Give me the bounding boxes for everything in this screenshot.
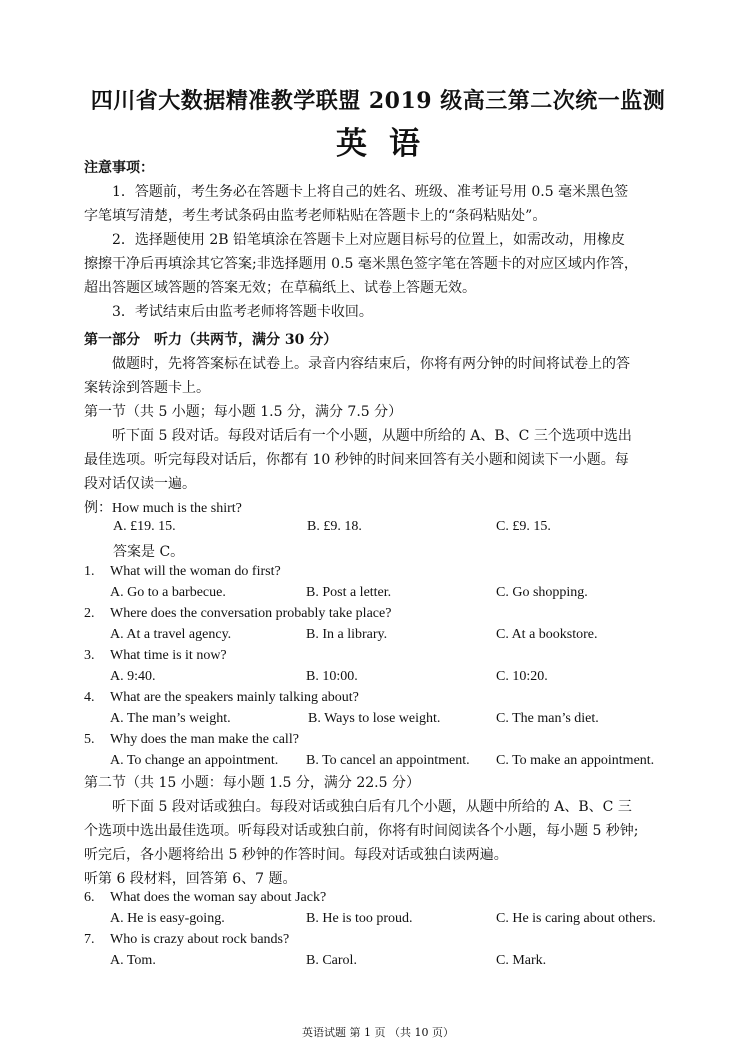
question-1 [84, 564, 684, 580]
example-question [84, 497, 684, 517]
option-b: B. Post a letter. [306, 585, 392, 600]
option-a: A. 9:40. [110, 669, 156, 684]
subject-title: 英语 [336, 126, 442, 162]
option-a: A. At a travel agency. [110, 627, 232, 642]
notes-section [84, 156, 674, 324]
part1-intro-line-1: 做题时，先将答案标在试卷上。录音内容结束后，你将有两分钟的时间将试卷上的答 [112, 356, 630, 372]
question-number: 2. [84, 606, 95, 621]
example-option-a: A. £19. 15. [113, 519, 176, 534]
question-number: 7. [84, 932, 95, 947]
section2-intro-line-2: 个选项中选出最佳选项。听每段对话或独白前，你将有时间阅读各个小题，每小题 5 秒钟; [84, 823, 639, 839]
page-footer: 英语试题 第 1 页 （共 10 页） [302, 1026, 454, 1039]
question-3 [84, 648, 684, 664]
note-1-line-1: 1．答题前，考生务必在答题卡上将自己的姓名、班级、准考证号用 0.5 毫米黑色签 [112, 184, 629, 200]
section2 [84, 771, 674, 891]
example-label: 例： [84, 501, 112, 516]
section1-intro-line-1: 听下面 5 段对话。每段对话后有一个小题，从题中所给的 A、B、C 三个选项中选出 [112, 428, 632, 444]
example-answer: 答案是 C。 [113, 544, 185, 560]
option-a: A. To change an appointment. [110, 753, 279, 768]
section1-intro-line-3: 段对话仅读一遍。 [84, 476, 196, 492]
question-text: What does the woman say about Jack? [110, 890, 327, 905]
question-number: 4. [84, 690, 95, 705]
option-c: C. 10:20. [496, 669, 548, 684]
option-c: C. At a bookstore. [496, 627, 598, 642]
option-a: A. The man’s weight. [110, 711, 231, 726]
option-b: B. 10:00. [306, 669, 358, 684]
question-text: Where does the conversation probably take place? [110, 606, 392, 621]
option-b: B. He is too proud. [306, 911, 413, 926]
option-c: C. To make an appointment. [496, 753, 655, 768]
question-7 [84, 932, 684, 948]
option-a: A. Tom. [110, 953, 156, 968]
question-text: What are the speakers mainly talking about? [110, 690, 359, 705]
option-c: C. The man’s diet. [496, 711, 599, 726]
exam-title: 四川省大数据精准教学联盟 2019 级高三第二次统一监测 [90, 88, 666, 114]
section2-heading: 第二节（共 15 小题：每小题 1.5 分，满分 22.5 分） [84, 775, 420, 791]
option-b: B. To cancel an appointment. [306, 753, 470, 768]
note-1-line-2: 字笔填写清楚，考生考试条码由监考老师粘贴在答题卡上的“条码粘贴处”。 [84, 208, 547, 224]
note-2-line-2: 擦擦干净后再填涂其它答案;非选择题用 0.5 毫米黑色签字笔在答题卡的对应区域内作答， [84, 256, 638, 272]
option-b: B. Carol. [306, 953, 357, 968]
note-2-line-3: 超出答题区域答题的答案无效；在草稿纸上、试卷上答题无效。 [84, 280, 476, 296]
option-a: A. Go to a barbecue. [110, 585, 226, 600]
material-instruction: 听第 6 段材料，回答第 6、7 题。 [84, 871, 297, 887]
notes-heading: 注意事项： [84, 160, 154, 176]
question-number: 3. [84, 648, 95, 663]
example-option-b: B. £9. 18. [307, 519, 362, 534]
option-b: B. In a library. [306, 627, 388, 642]
question-number: 1. [84, 564, 95, 579]
question-2 [84, 606, 684, 622]
part1-section [84, 328, 674, 496]
example-question-text: How much is the shirt? [112, 501, 242, 516]
question-text: What will the woman do first? [110, 564, 281, 579]
section1-intro-line-2: 最佳选项。听完每段对话后，你都有 10 秒钟的时间来回答有关小题和阅读下一小题。每 [84, 452, 629, 468]
part1-intro-line-2: 案转涂到答题卡上。 [84, 380, 210, 396]
question-text: Why does the man make the call? [110, 732, 299, 747]
section1-heading: 第一节（共 5 小题；每小题 1.5 分，满分 7.5 分） [84, 404, 403, 420]
part1-heading: 第一部分 听力（共两节，满分 30 分） [84, 332, 338, 348]
question-5 [84, 732, 684, 748]
note-3-line-1: 3．考试结束后由监考老师将答题卡收回。 [112, 304, 373, 320]
question-4 [84, 690, 684, 706]
section2-intro-line-1: 听下面 5 段对话或独白。每段对话或独白后有几个小题，从题中所给的 A、B、C 三 [112, 799, 632, 815]
example-option-c: C. £9. 15. [496, 519, 551, 534]
question-number: 5. [84, 732, 95, 747]
note-2-line-1: 2．选择题使用 2B 铅笔填涂在答题卡上对应题目标号的位置上，如需改动，用橡皮 [112, 232, 626, 248]
option-b: B. Ways to lose weight. [308, 711, 441, 726]
question-text: Who is crazy about rock bands? [110, 932, 290, 947]
option-c: C. He is caring about others. [496, 911, 656, 926]
option-c: C. Go shopping. [496, 585, 588, 600]
question-6 [84, 890, 684, 906]
section2-intro-line-3: 听完后，各小题将给出 5 秒钟的作答时间。每段对话或独白读两遍。 [84, 847, 508, 863]
option-a: A. He is easy-going. [110, 911, 225, 926]
question-number: 6. [84, 890, 95, 905]
option-c: C. Mark. [496, 953, 547, 968]
question-text: What time is it now? [110, 648, 227, 663]
